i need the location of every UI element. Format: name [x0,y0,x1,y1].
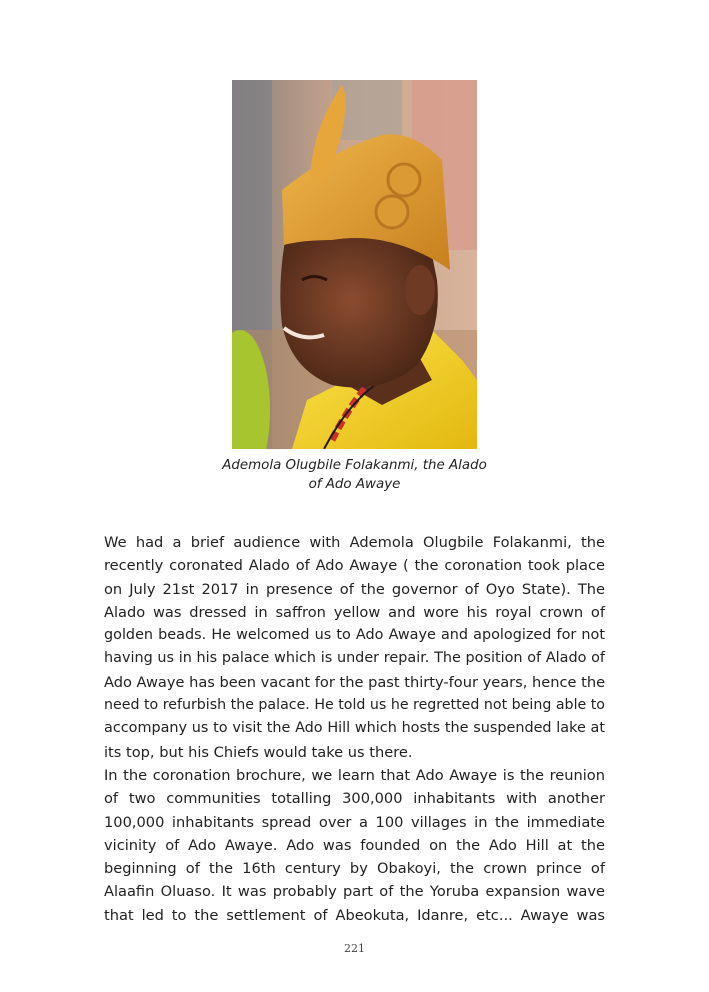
text-line: need to refurbish the palace. He told us he regretted not being able to [104,697,605,714]
text-line: on July 21st 2017 in presence of the governor of Oyo State). The [104,580,605,598]
alado-portrait-photo [232,80,477,449]
body-text [104,531,605,927]
figure-caption-line-2: of Ado Awaye [308,477,401,492]
text-line: that led to the settlement of Abeokuta, Idanre, etc... Awaye was [104,906,605,924]
text-line: We had a brief audience with Ademola Olugbile Folakanmi, the [104,534,605,551]
text-line: Ado Awaye has been vacant for the past thirty-four years, hence the [104,673,606,691]
text-line: recently coronated Alado of Ado Awaye ( the coronation took place [104,557,605,575]
text-line: golden beads. He welcomed us to Ado Awaye and apologized for not [104,627,605,644]
paragraph-1 [104,531,605,764]
text-line: accompany us to visit the Ado Hill which hosts the suspended lake at [104,720,605,737]
figure-caption-line-1: Ademola Olugbile Folakanmi, the Alado [222,458,487,473]
page-number: 221 [344,942,365,955]
text-line: of two communities totalling 300,000 inhabitants with another [104,790,605,808]
text-line: having us in his palace which is under repair. The position of Alado of [104,650,605,667]
text-line: vicinity of Ado Awaye. Ado was founded on the Ado Hill at the [104,836,605,854]
text-line: Alaafin Oluaso. It was probably part of the Yoruba expansion wave [104,883,605,901]
text-line: 100,000 inhabitants spread over a 100 villages in the immediate [104,813,605,831]
text-line: Alado was dressed in saffron yellow and wore his royal crown of [104,603,605,621]
figure-caption [214,456,495,494]
paragraph-2 [104,764,605,927]
text-line: beginning of the 16th century by Obakoyi, the crown prince of [104,860,605,878]
text-line: In the coronation brochure, we learn that Ado Awaye is the reunion [104,766,605,784]
text-line: its top, but his Chiefs would take us there. [104,743,413,761]
